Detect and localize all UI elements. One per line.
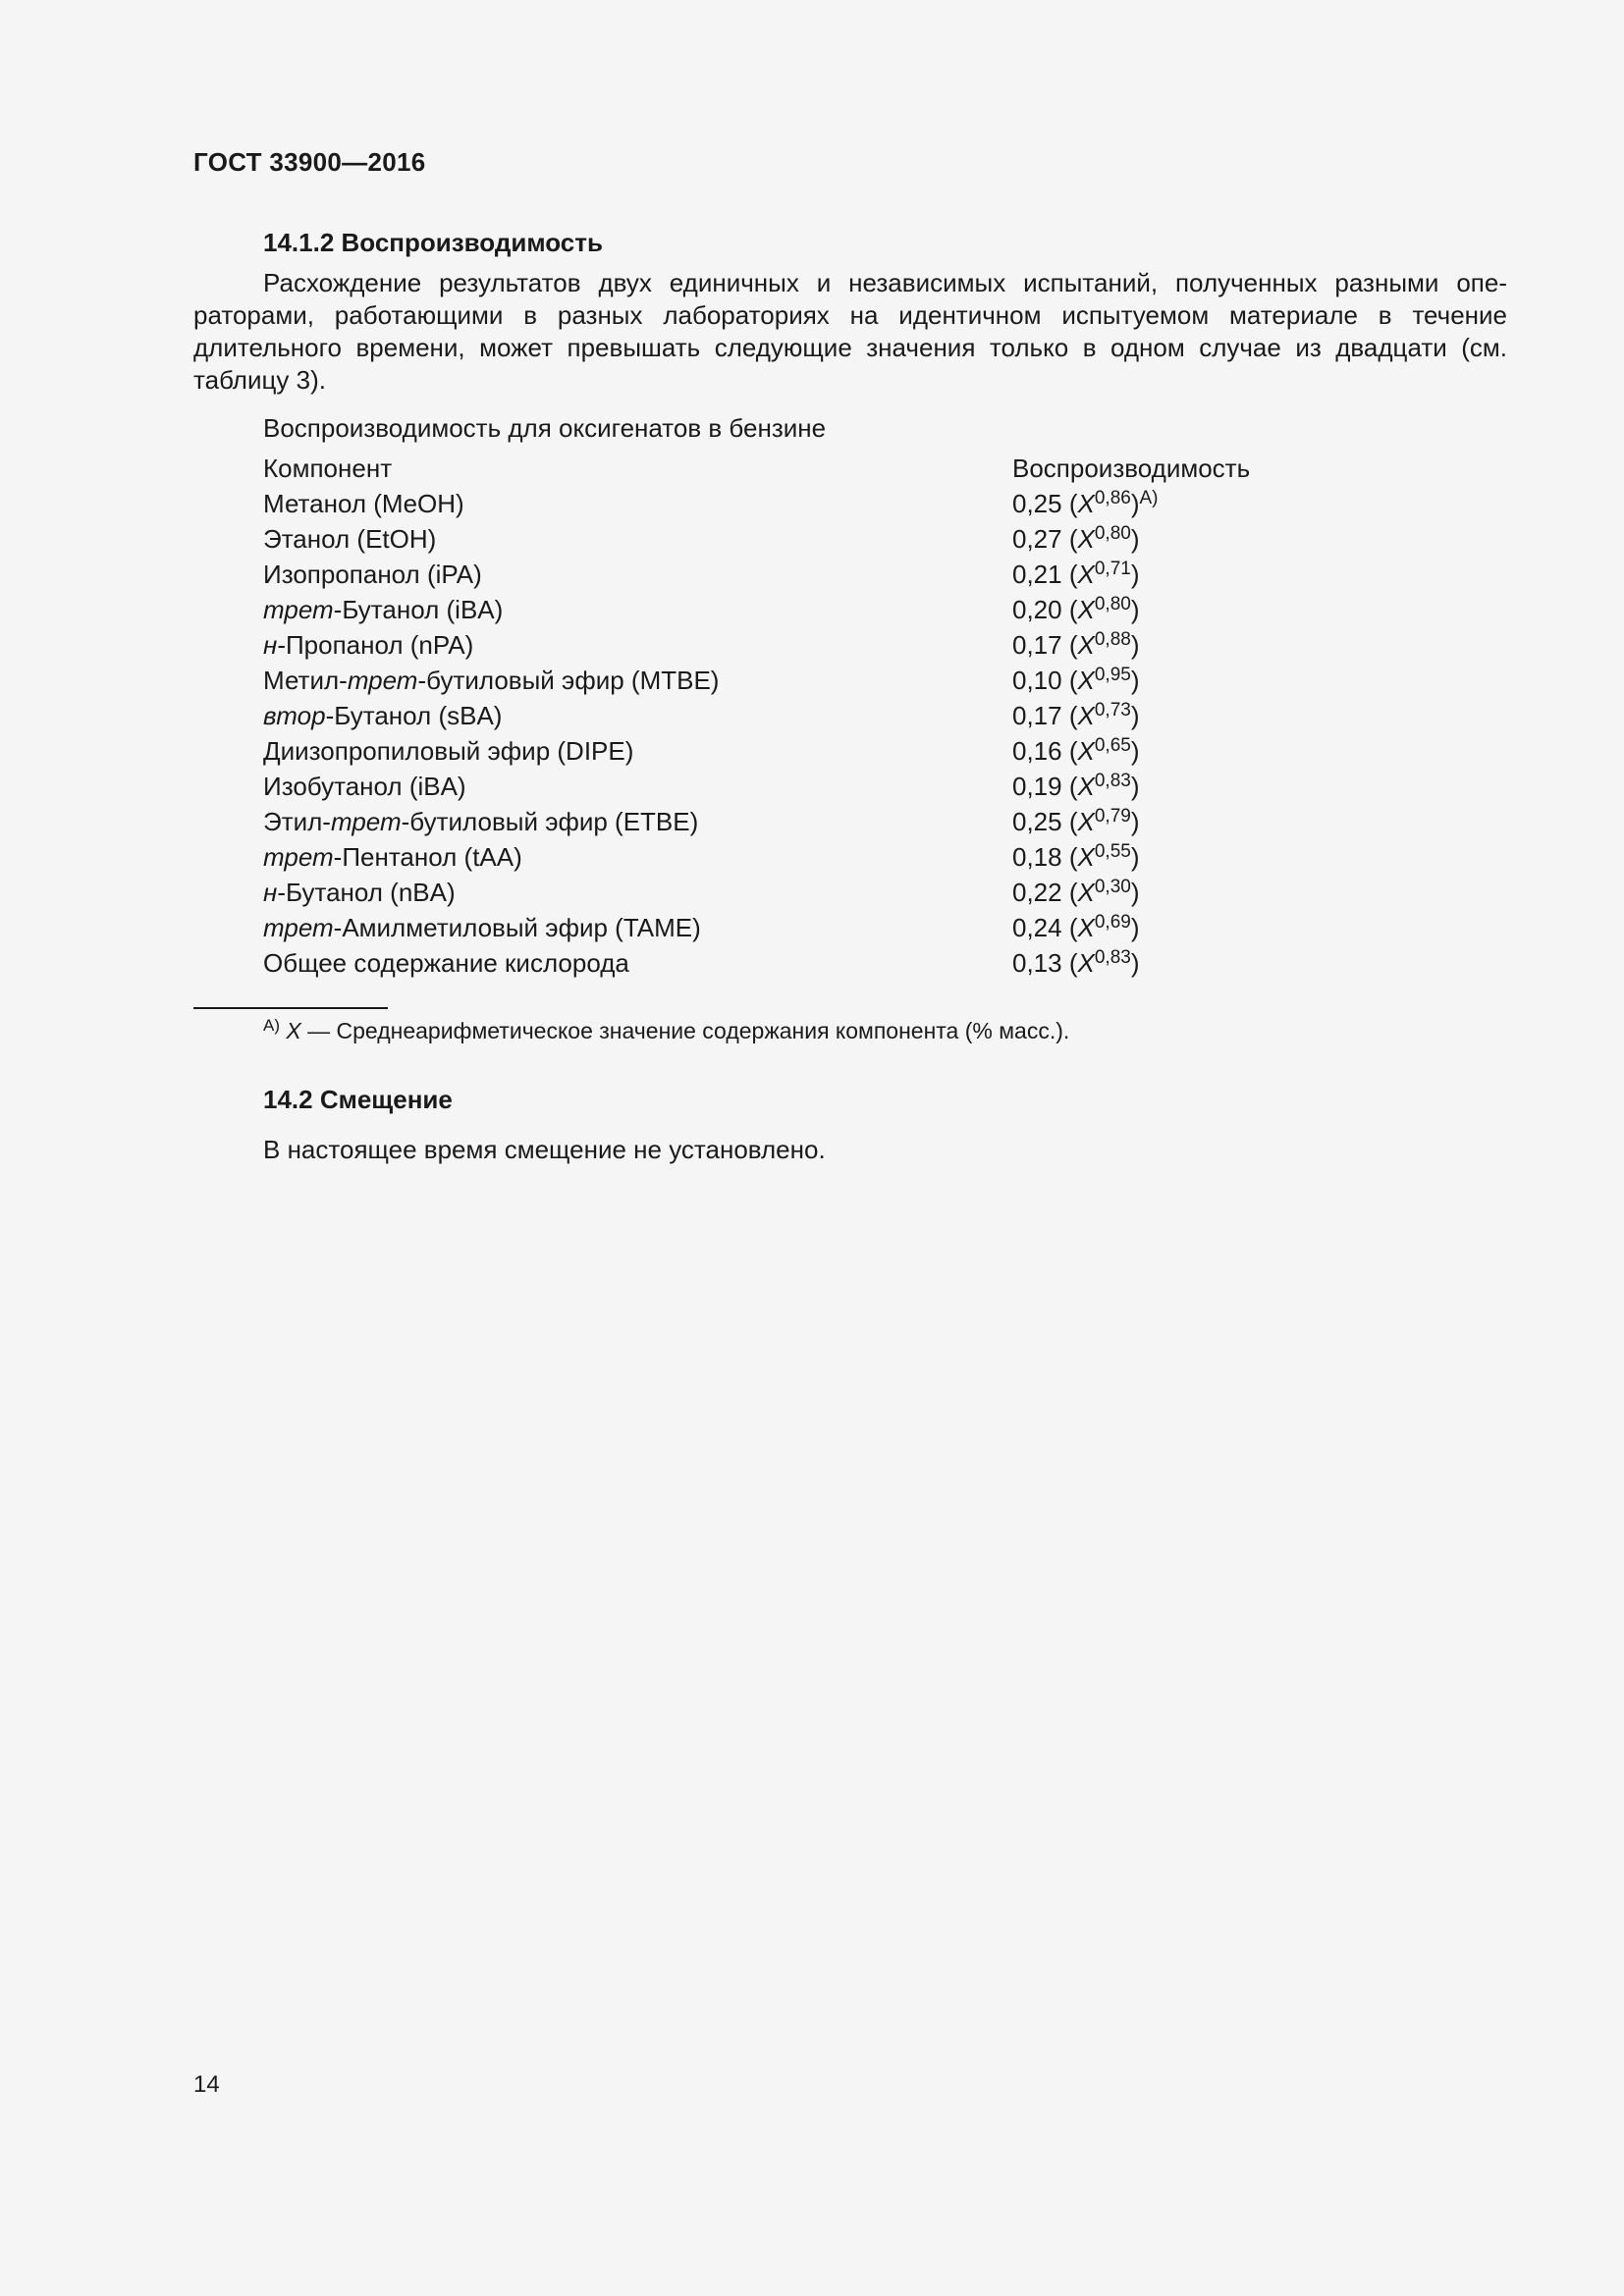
exponent: 0,69 — [1094, 911, 1131, 933]
bias-paragraph: В настоящее время смещение не установлено. — [263, 1135, 826, 1164]
footnote — [263, 1018, 1069, 1044]
table-row — [263, 733, 1250, 769]
component-name-cell — [263, 875, 1012, 910]
component-prefix: втор — [263, 700, 326, 730]
x-symbol: X — [1077, 523, 1095, 554]
x-symbol: X — [1077, 877, 1095, 907]
reproducibility-value-cell: 0,17 $(X^{0,73})$ — [1012, 699, 1140, 730]
component-name: -Бутанол (sBA) — [325, 700, 503, 730]
component-name-cell — [263, 592, 1012, 627]
coefficient: 0,10 — [1012, 665, 1062, 695]
coefficient: 0,27 — [1012, 523, 1062, 554]
component-name: -Бутанол (nBA) — [277, 877, 456, 907]
x-symbol: X — [1077, 947, 1095, 978]
x-symbol: X — [1077, 629, 1095, 660]
page-number: 14 — [193, 2071, 220, 2098]
coefficient: 0,19 — [1012, 771, 1062, 801]
component-name-cell — [263, 486, 1012, 521]
footnote-text: — Среднеарифметическое значение содержания компонента (% масс.). — [300, 1018, 1070, 1043]
component-name: Этил-трет-бутиловый эфир (ETBE) — [263, 806, 699, 836]
x-symbol: X — [1077, 488, 1095, 518]
component-prefix: трет — [263, 912, 334, 942]
component-name: Изопропанол (iPA) — [263, 559, 482, 589]
reproducibility-value-cell: 0,13 $(X^{0,83})$ — [1012, 946, 1140, 978]
table-row — [263, 910, 1250, 945]
reproducibility-value-cell: 0,25 $(X^{0,79})$ — [1012, 805, 1140, 836]
x-symbol: X — [1077, 841, 1095, 872]
reproducibility-value-cell: 0,10 $(X^{0,95})$ — [1012, 664, 1140, 695]
component-name-cell — [263, 698, 1012, 733]
table-row — [263, 945, 1250, 981]
coefficient: 0,21 — [1012, 559, 1062, 589]
table-caption: Воспроизводимость для оксигенатов в бензине — [263, 413, 827, 443]
component-name-cell — [263, 733, 1012, 769]
exponent: 0,86 — [1094, 487, 1131, 508]
exponent: 0,88 — [1094, 628, 1131, 650]
x-symbol: X — [1077, 559, 1095, 589]
reproducibility-paragraph: Расхождение результатов двух единичных и независимых испытаний, полученных разными операторами, работающими в разных лабораториях на идентичном испытуемом материале в течение длительного времени, может превышать следующие значения только в одном случае из двадцати (см. таблицу 3). — [193, 268, 1507, 395]
x-symbol: X — [1077, 912, 1095, 942]
component-name-cell — [263, 769, 1012, 804]
component-name-cell — [263, 945, 1012, 981]
coefficient: 0,17 — [1012, 629, 1062, 660]
table-row — [263, 769, 1250, 804]
exponent: 0,80 — [1094, 522, 1131, 544]
coefficient: 0,25 — [1012, 488, 1062, 518]
footnote-divider — [193, 1007, 388, 1009]
component-prefix: трет — [263, 841, 334, 872]
reproducibility-value-cell: 0,24 $(X^{0,69})$ — [1012, 911, 1140, 942]
component-name-cell — [263, 663, 1012, 698]
component-prefix: н — [263, 629, 278, 660]
exponent: 0,73 — [1094, 699, 1131, 721]
table-body — [263, 486, 1250, 981]
table-row — [263, 486, 1250, 521]
component-name: Метил-трет-бутиловый эфир (MTBE) — [263, 665, 720, 695]
component-prefix: н — [263, 877, 278, 907]
footnote-reference: А) — [1139, 487, 1159, 508]
reproducibility-table — [263, 451, 1250, 981]
component-name-cell — [263, 627, 1012, 663]
component-name: Метанол (MeOH) — [263, 488, 464, 518]
x-symbol: X — [1077, 594, 1095, 624]
exponent: 0,65 — [1094, 734, 1131, 756]
coefficient: 0,25 — [1012, 806, 1062, 836]
exponent: 0,30 — [1094, 876, 1131, 897]
coefficient: 0,18 — [1012, 841, 1062, 872]
exponent: 0,55 — [1094, 840, 1131, 862]
reproducibility-value-cell: 0,22 $(X^{0,30})$ — [1012, 876, 1140, 907]
exponent: 0,83 — [1094, 770, 1131, 791]
x-symbol: X — [1077, 735, 1095, 766]
reproducibility-value-cell: 0,19 $(X^{0,83})$ — [1012, 770, 1140, 801]
x-symbol: X — [1077, 806, 1095, 836]
component-name: -Бутанол (iBA) — [333, 594, 504, 624]
column-header-reproducibility: Воспроизводимость — [1012, 453, 1251, 483]
table-header-row — [263, 451, 1250, 486]
section-title-reproducibility: 14.1.2 Воспроизводимость — [263, 228, 603, 257]
component-name: -Пентанол (tAA) — [333, 841, 522, 872]
component-name-cell — [263, 521, 1012, 557]
component-name-cell — [263, 804, 1012, 839]
coefficient: 0,22 — [1012, 877, 1062, 907]
table-row — [263, 521, 1250, 557]
standard-header: ГОСТ 33900—2016 — [193, 147, 426, 177]
table-row — [263, 875, 1250, 910]
exponent: 0,95 — [1094, 664, 1131, 685]
section-title-bias: 14.2 Смещение — [263, 1085, 453, 1114]
coefficient: 0,20 — [1012, 594, 1062, 624]
reproducibility-value-cell: 0,25 $(X^{0,86})^{А)}$ — [1012, 487, 1159, 518]
component-name: Изобутанол (iBA) — [263, 771, 466, 801]
coefficient: 0,17 — [1012, 700, 1062, 730]
column-header-component: Компонент — [263, 453, 393, 483]
component-name: -Пропанол (nPA) — [277, 629, 474, 660]
table-row — [263, 804, 1250, 839]
x-symbol: X — [1077, 700, 1095, 730]
footnote-mark: А) — [263, 1016, 280, 1035]
reproducibility-value-cell: 0,18 $(X^{0,55})$ — [1012, 840, 1140, 872]
reproducibility-value-cell: 0,27 $(X^{0,80})$ — [1012, 522, 1140, 554]
component-name: Общее содержание кислорода — [263, 947, 629, 978]
reproducibility-value-cell: 0,16 $(X^{0,65})$ — [1012, 734, 1140, 766]
coefficient: 0,16 — [1012, 735, 1062, 766]
reproducibility-value-cell: 0,17 $(X^{0,88})$ — [1012, 628, 1140, 660]
footnote-symbol: X — [286, 1018, 301, 1043]
table-row — [263, 698, 1250, 733]
exponent: 0,79 — [1094, 805, 1131, 827]
table-row — [263, 839, 1250, 875]
reproducibility-value-cell: 0,20 $(X^{0,80})$ — [1012, 593, 1140, 624]
coefficient: 0,24 — [1012, 912, 1062, 942]
table-row — [263, 663, 1250, 698]
table-row — [263, 592, 1250, 627]
coefficient: 0,13 — [1012, 947, 1062, 978]
exponent: 0,83 — [1094, 946, 1131, 968]
reproducibility-value-cell: 0,21 $(X^{0,71})$ — [1012, 558, 1140, 589]
component-name-cell — [263, 910, 1012, 945]
component-prefix: трет — [263, 594, 334, 624]
component-name: -Амилметиловый эфир (TAME) — [333, 912, 701, 942]
x-symbol: X — [1077, 771, 1095, 801]
table-row — [263, 557, 1250, 592]
exponent: 0,71 — [1094, 558, 1131, 579]
component-name-cell — [263, 839, 1012, 875]
component-name-cell — [263, 557, 1012, 592]
exponent: 0,80 — [1094, 593, 1131, 614]
x-symbol: X — [1077, 665, 1095, 695]
component-name: Диизопропиловый эфир (DIPE) — [263, 735, 634, 766]
table-row — [263, 627, 1250, 663]
component-name: Этанол (EtOH) — [263, 523, 437, 554]
